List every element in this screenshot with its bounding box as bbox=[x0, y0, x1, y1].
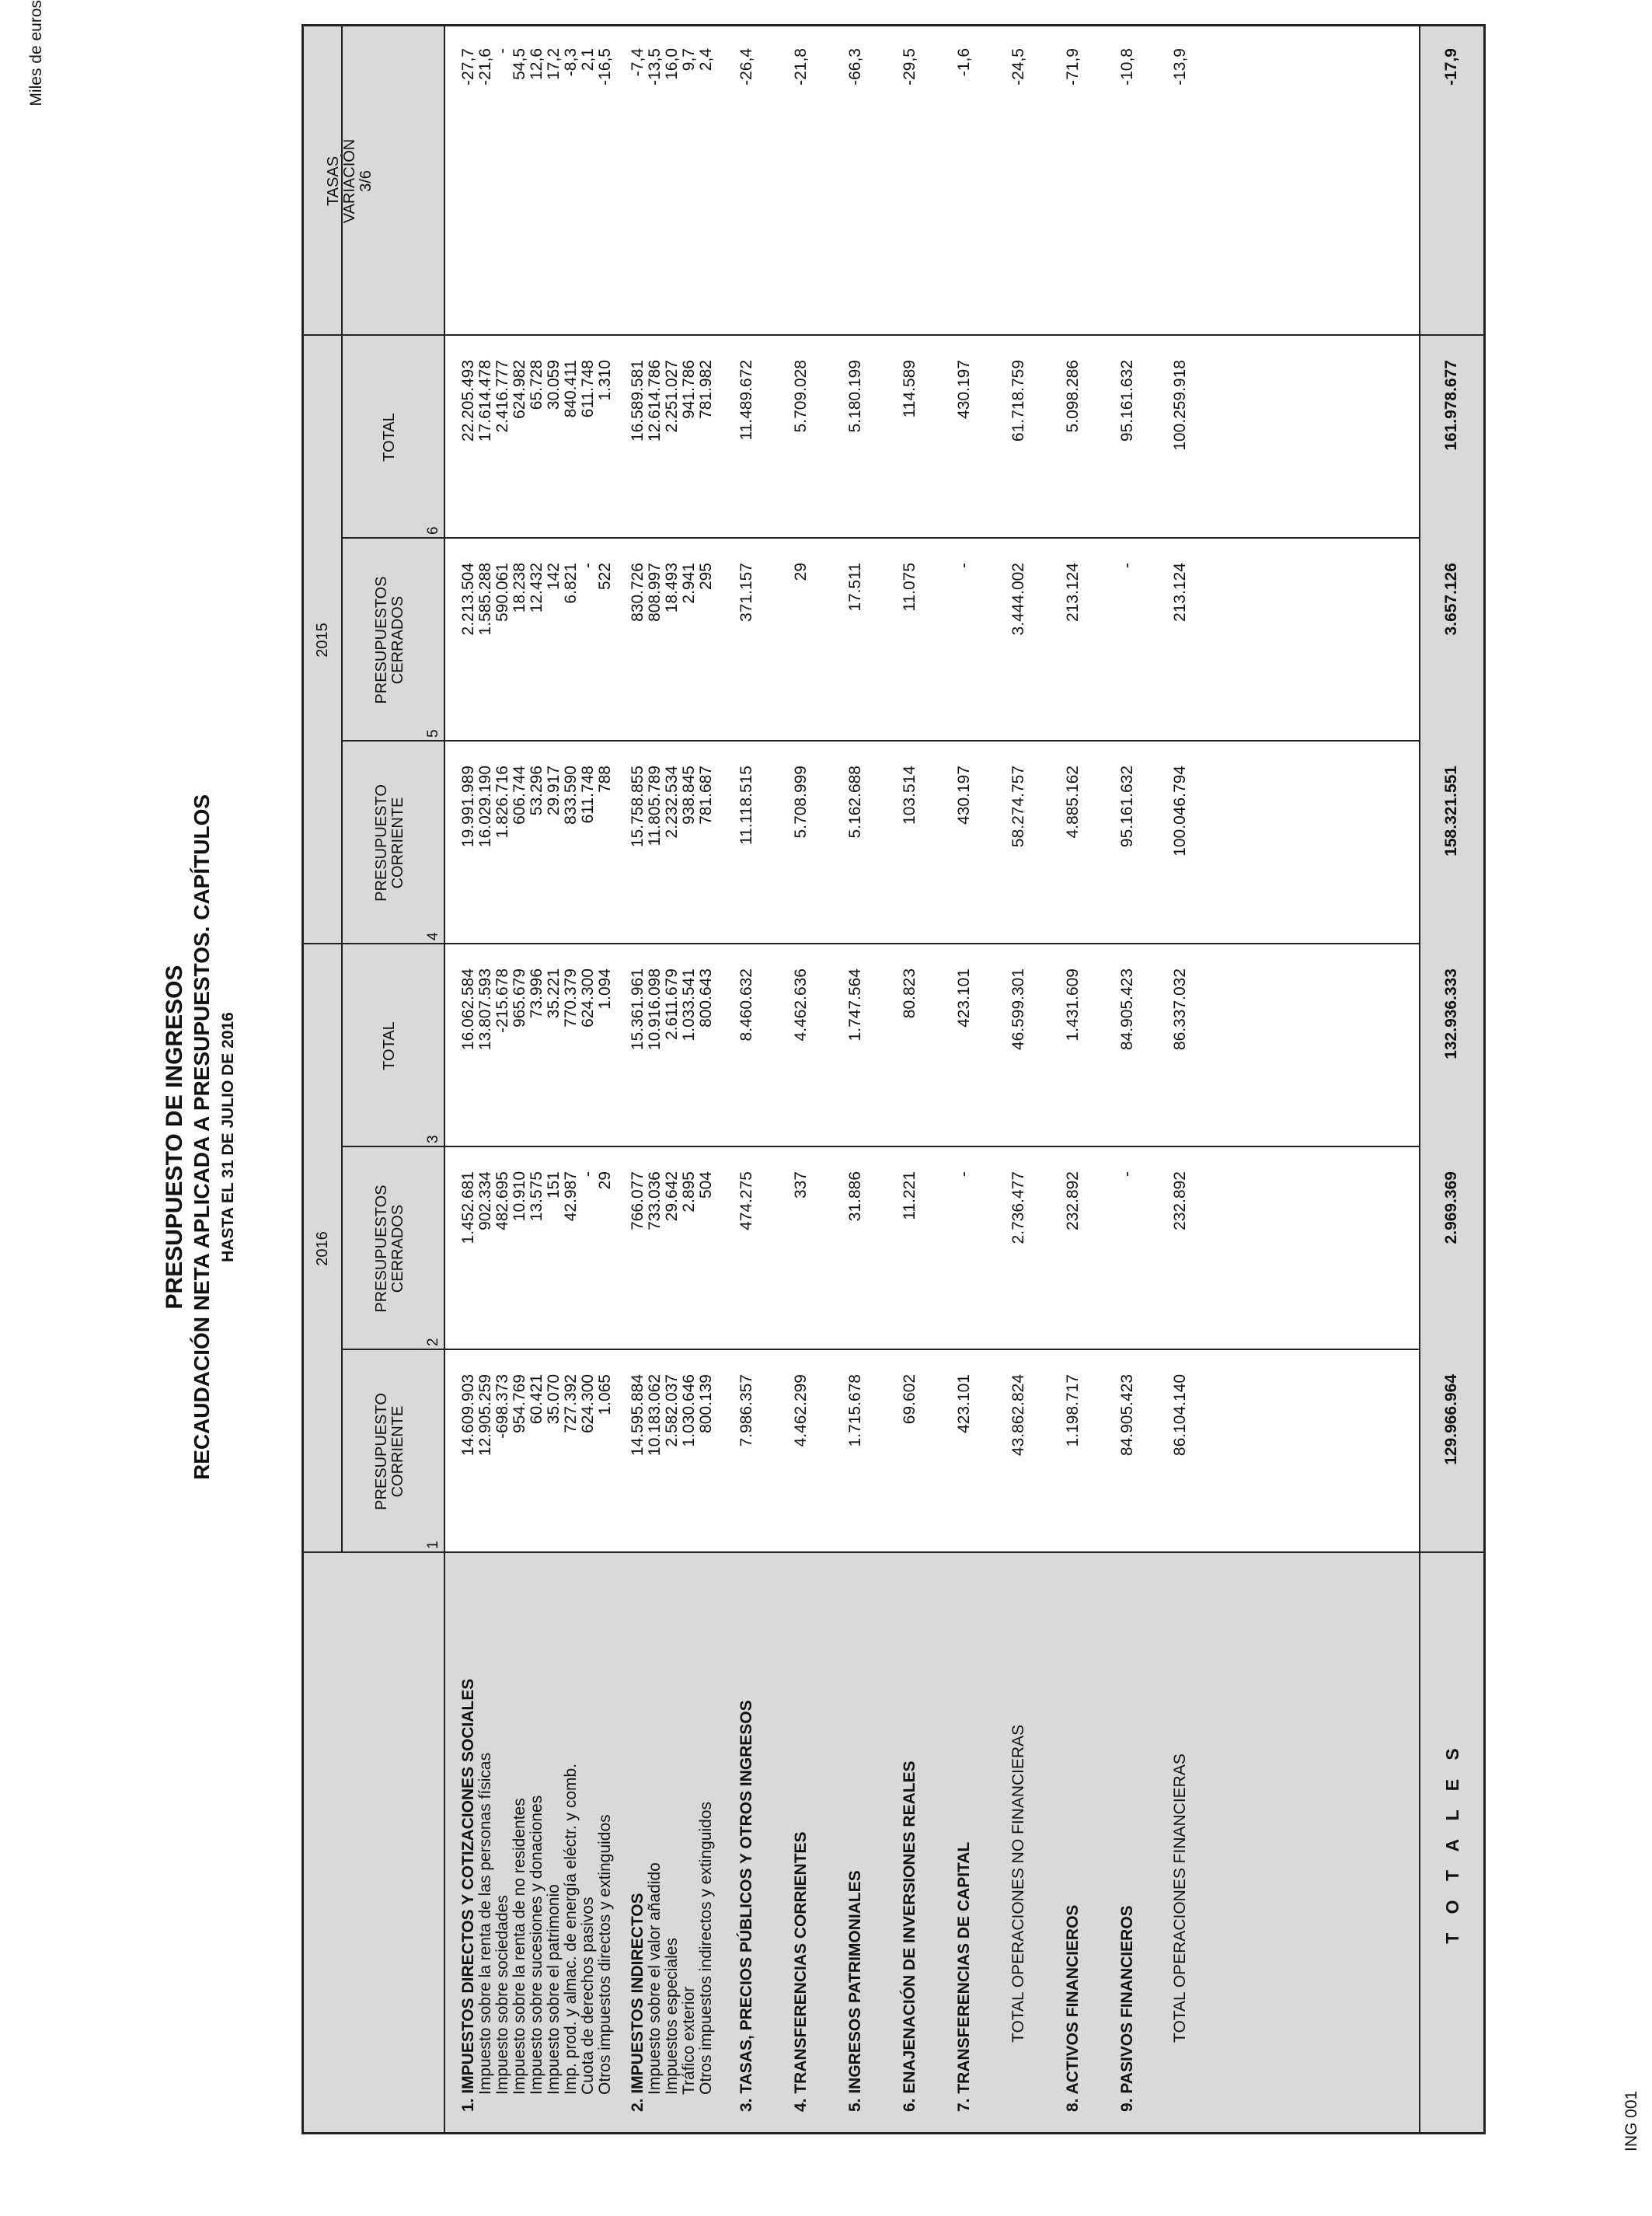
row-value-col2: 11.221 bbox=[901, 1171, 918, 1220]
row-value-col4: 1.826.716 bbox=[493, 766, 511, 839]
row-value-col4: 938.845 bbox=[680, 766, 698, 825]
row-value-col1: 1.715.678 bbox=[846, 1374, 864, 1447]
row-value-col1: 86.104.140 bbox=[1171, 1374, 1189, 1457]
row-value-col3: 1.033.541 bbox=[680, 968, 698, 1042]
row-label: Impuesto sobre sucesiones y donaciones bbox=[528, 1795, 545, 2095]
row-value-col1: 14.609.903 bbox=[459, 1374, 477, 1457]
row-value-col3: 1.431.609 bbox=[1064, 968, 1082, 1042]
row-value-col2: 474.275 bbox=[737, 1171, 755, 1230]
row-value-col3: 86.337.032 bbox=[1171, 968, 1189, 1051]
row-value-col4: 95.161.632 bbox=[1118, 766, 1136, 848]
row-value-col7: -13,9 bbox=[1171, 48, 1189, 85]
row-value-col5: 590.061 bbox=[493, 563, 511, 622]
row-value-col1: 69.602 bbox=[901, 1374, 918, 1425]
row-value-col5: 3.444.002 bbox=[1009, 563, 1027, 636]
row-value-col2: 337 bbox=[792, 1171, 810, 1199]
row-value-col6: 781.982 bbox=[697, 360, 715, 419]
row-value-col3: 965.679 bbox=[511, 968, 528, 1028]
row-value-col5: 142 bbox=[545, 563, 563, 591]
row-value-col2: 733.036 bbox=[646, 1171, 664, 1230]
row-value-col6: 65.728 bbox=[528, 360, 545, 410]
row-value-col5: 12.432 bbox=[528, 563, 545, 613]
page-subtitle: RECAUDACIÓN NETA APLICADA A PRESUPUESTOS. CAPÍTULOS bbox=[190, 794, 214, 1481]
row-value-col3: 8.460.632 bbox=[737, 968, 755, 1042]
row-value-col1: 4.462.299 bbox=[792, 1374, 810, 1447]
totals-value-col7: -17,9 bbox=[1442, 48, 1460, 85]
row-value-col3: 15.361.961 bbox=[629, 968, 647, 1051]
row-value-col6: 5.180.199 bbox=[846, 360, 864, 433]
row-value-col2: 232.892 bbox=[1064, 1171, 1082, 1230]
col4-header: PRESUPUESTO CORRIENTE bbox=[373, 784, 406, 902]
totals-value-col6: 161.978.677 bbox=[1442, 360, 1460, 451]
row-label: 8. ACTIVOS FINANCIEROS bbox=[1064, 1904, 1082, 2112]
row-value-col4: 781.687 bbox=[697, 766, 715, 825]
row-value-col2: 1.452.681 bbox=[459, 1171, 477, 1244]
row-label: Impuesto sobre la renta de no residentes bbox=[511, 1798, 528, 2095]
row-value-col4: 100.046.794 bbox=[1171, 766, 1189, 857]
row-value-col6: 2.416.777 bbox=[493, 360, 511, 433]
totals-label: T O T A L E S bbox=[1442, 1741, 1462, 1944]
year-2016-header: 2016 bbox=[314, 1231, 331, 1266]
totals-value-col5: 3.657.126 bbox=[1442, 563, 1460, 636]
row-value-col6: 5.098.286 bbox=[1064, 360, 1082, 433]
row-value-col1: 10.183.062 bbox=[646, 1374, 664, 1457]
row-value-col7: -13,5 bbox=[646, 48, 664, 85]
row-label: 3. TASAS, PRECIOS PÚBLICOS Y OTROS INGRESOS bbox=[737, 1700, 755, 2112]
row-label: 1. IMPUESTOS DIRECTOS Y COTIZACIONES SOCIALES bbox=[459, 1678, 477, 2112]
row-value-col3: 423.101 bbox=[955, 968, 973, 1028]
row-label: 5. INGRESOS PATRIMONIALES bbox=[846, 1870, 864, 2112]
row-value-col4: 5.162.688 bbox=[846, 766, 864, 839]
row-value-col2: 29.642 bbox=[663, 1171, 681, 1222]
row-value-col1: 14.595.884 bbox=[629, 1374, 647, 1457]
row-value-col1: 800.139 bbox=[697, 1374, 715, 1433]
row-value-col1: 60.421 bbox=[528, 1374, 545, 1425]
row-value-col1: 84.905.423 bbox=[1118, 1374, 1136, 1457]
totals-value-col2: 2.969.369 bbox=[1442, 1171, 1460, 1244]
row-value-col4: 16.029.190 bbox=[476, 766, 494, 848]
row-label: Impuesto sobre el patrimonio bbox=[545, 1884, 563, 2095]
row-value-col6: 11.489.672 bbox=[737, 360, 755, 441]
row-value-col6: 30.059 bbox=[545, 360, 563, 410]
row-value-col6: 100.259.918 bbox=[1171, 360, 1189, 451]
row-value-col5: 213.124 bbox=[1064, 563, 1082, 622]
row-value-col1: 7.986.357 bbox=[737, 1374, 755, 1447]
totals-value-col1: 129.966.964 bbox=[1442, 1374, 1460, 1465]
row-value-col4: 611.748 bbox=[579, 766, 597, 824]
row-value-col4: 11.805.789 bbox=[646, 766, 664, 846]
row-label: 2. IMPUESTOS INDIRECTOS bbox=[629, 1893, 647, 2112]
row-value-col7: 54,5 bbox=[511, 48, 528, 80]
row-value-col6: 941.786 bbox=[680, 360, 698, 419]
row-value-col4: 58.274.757 bbox=[1009, 766, 1027, 848]
row-value-col5: 17.511 bbox=[846, 563, 864, 612]
row-value-col4: 4.885.162 bbox=[1064, 766, 1082, 839]
row-value-col1: 423.101 bbox=[955, 1374, 973, 1433]
row-value-col2: 766.077 bbox=[629, 1171, 647, 1230]
row-label: Impuestos especiales bbox=[663, 1938, 681, 2095]
totals-value-col4: 158.321.551 bbox=[1442, 766, 1460, 857]
row-value-col6: 1.310 bbox=[596, 360, 614, 401]
row-value-col7: 17,2 bbox=[545, 48, 563, 80]
col-number-1: 1 bbox=[425, 1541, 441, 1549]
row-label: Impuesto sobre el valor añadido bbox=[646, 1862, 664, 2095]
year-2015-header: 2015 bbox=[314, 623, 331, 658]
row-value-col5: 18.493 bbox=[663, 563, 681, 613]
row-value-col7: 2,4 bbox=[697, 48, 715, 72]
row-label: Impuesto sobre la renta de las personas físicas bbox=[476, 1752, 494, 2095]
row-value-col5: 213.124 bbox=[1171, 563, 1189, 622]
row-value-col3: 84.905.423 bbox=[1118, 968, 1136, 1051]
document-code: ING 001 bbox=[1622, 2090, 1640, 2151]
row-value-col7: -27,7 bbox=[459, 48, 477, 85]
row-value-col2: 13.575 bbox=[528, 1171, 545, 1222]
row-value-col6: 611.748 bbox=[579, 360, 597, 418]
units-label: Miles de euros bbox=[27, 0, 45, 106]
col-number-4: 4 bbox=[425, 932, 441, 940]
row-label: Cuota de derechos pasivos bbox=[579, 1897, 597, 2095]
col-number-6: 6 bbox=[425, 526, 441, 535]
row-value-col6: 430.197 bbox=[955, 360, 973, 419]
row-value-col5: - bbox=[579, 563, 597, 568]
row-label: Otros impuestos indirectos y extinguidos bbox=[697, 1801, 715, 2095]
row-value-col4: 606.744 bbox=[511, 766, 528, 825]
row-value-col2: 2.736.477 bbox=[1009, 1171, 1027, 1244]
row-value-col3: 2.611.679 bbox=[663, 968, 681, 1040]
row-value-col7: -26,4 bbox=[737, 48, 755, 85]
row-value-col2: - bbox=[1118, 1171, 1136, 1177]
col-number-3: 3 bbox=[425, 1135, 441, 1143]
row-value-col1: 954.769 bbox=[511, 1374, 528, 1433]
row-value-col7: -71,9 bbox=[1064, 48, 1082, 85]
col-number-5: 5 bbox=[425, 729, 441, 738]
row-label: Tráfico exterior bbox=[680, 1986, 698, 2095]
row-value-col4: 430.197 bbox=[955, 766, 973, 825]
col6-header: TOTAL bbox=[381, 413, 398, 462]
row-value-col3: 73.996 bbox=[528, 968, 545, 1019]
row-value-col6: 840.411 bbox=[562, 360, 580, 418]
row-value-col1: 12.905.259 bbox=[476, 1374, 494, 1457]
col2-header: PRESUPUESTOS CERRADOS bbox=[373, 1185, 406, 1313]
row-value-col6: 624.982 bbox=[511, 360, 528, 419]
row-value-col5: 11.075 bbox=[901, 563, 918, 612]
date-line: HASTA EL 31 DE JULIO DE 2016 bbox=[219, 1012, 237, 1262]
row-value-col5: 522 bbox=[596, 563, 614, 591]
row-value-col3: -215.678 bbox=[493, 968, 511, 1033]
row-label: 4. TRANSFERENCIAS CORRIENTES bbox=[792, 1831, 810, 2112]
row-value-col5: 830.726 bbox=[629, 563, 647, 622]
row-value-col2: - bbox=[579, 1171, 597, 1177]
row-label: 7. TRANSFERENCIAS DE CAPITAL bbox=[955, 1841, 973, 2112]
row-value-col2: 2.895 bbox=[680, 1171, 698, 1213]
row-value-col6: 95.161.632 bbox=[1118, 360, 1136, 442]
row-value-col3: 770.379 bbox=[562, 968, 580, 1028]
row-value-col1: 1.030.646 bbox=[680, 1374, 698, 1447]
row-value-col7: -10,8 bbox=[1118, 48, 1136, 85]
row-value-col1: 1.065 bbox=[596, 1374, 614, 1415]
row-value-col4: 11.118.515 bbox=[737, 766, 755, 845]
row-value-col3: 4.462.636 bbox=[792, 968, 810, 1042]
totals-value-col3: 132.936.333 bbox=[1442, 968, 1460, 1059]
row-value-col3: 800.643 bbox=[697, 968, 715, 1028]
row-value-col6: 5.709.028 bbox=[792, 360, 810, 433]
row-value-col3: 1.747.564 bbox=[846, 968, 864, 1042]
row-value-col5: 2.941 bbox=[680, 563, 698, 604]
row-value-col1: 727.392 bbox=[562, 1374, 580, 1433]
row-value-col4: 5.708.999 bbox=[792, 766, 810, 839]
col7-header: TASAS VARIACIÓN 3/6 bbox=[325, 138, 375, 224]
col1-header: PRESUPUESTO CORRIENTE bbox=[373, 1393, 406, 1510]
row-value-col7: -66,3 bbox=[846, 48, 864, 85]
row-value-col6: 22.205.493 bbox=[459, 360, 477, 442]
row-value-col7: -24,5 bbox=[1009, 48, 1027, 85]
row-value-col5: - bbox=[955, 563, 973, 568]
row-value-col5: 6.821 bbox=[562, 563, 580, 604]
col5-header: PRESUPUESTOS CERRADOS bbox=[373, 576, 406, 704]
row-value-col5: - bbox=[1118, 563, 1136, 568]
row-value-col4: 2.232.534 bbox=[663, 766, 681, 839]
row-value-col2: - bbox=[955, 1171, 973, 1177]
revenue-table bbox=[301, 24, 1486, 2134]
row-value-col4: 29.917 bbox=[545, 766, 563, 816]
row-value-col4: 19.991.989 bbox=[459, 766, 477, 848]
row-label: Otros impuestos directos y extinguidos bbox=[596, 1814, 614, 2095]
row-value-col5: 2.213.504 bbox=[459, 563, 477, 636]
row-value-col5: 371.157 bbox=[737, 563, 755, 622]
row-value-col6: 61.718.759 bbox=[1009, 360, 1027, 442]
row-value-col4: 788 bbox=[596, 766, 614, 794]
row-value-col3: 13.807.593 bbox=[476, 968, 494, 1051]
row-value-col2: 482.695 bbox=[493, 1171, 511, 1230]
row-value-col7: -21,6 bbox=[476, 48, 494, 85]
row-value-col3: 10.916.098 bbox=[646, 968, 664, 1051]
row-value-col4: 53.296 bbox=[528, 766, 545, 816]
row-value-col6: 17.614.478 bbox=[476, 360, 494, 442]
row-value-col5: 18.238 bbox=[511, 563, 528, 613]
row-value-col3: 80.823 bbox=[901, 968, 918, 1019]
row-value-col3: 16.062.584 bbox=[459, 968, 477, 1051]
row-label: 6. ENAJENACIÓN DE INVERSIONES REALES bbox=[901, 1761, 918, 2112]
row-value-col1: 35.070 bbox=[545, 1374, 563, 1425]
row-label: Imp. prod. y almac. de energía eléctr. y comb. bbox=[562, 1763, 580, 2095]
col3-header: TOTAL bbox=[381, 1021, 398, 1070]
row-value-col7: - bbox=[493, 48, 511, 54]
row-value-col6: 114.589 bbox=[901, 360, 918, 418]
row-value-col4: 833.590 bbox=[562, 766, 580, 825]
row-value-col1: -698.373 bbox=[493, 1374, 511, 1439]
row-value-col1: 43.862.824 bbox=[1009, 1374, 1027, 1457]
row-value-col2: 151 bbox=[545, 1171, 563, 1199]
row-value-col1: 1.198.717 bbox=[1064, 1374, 1082, 1447]
row-value-col7: -1,6 bbox=[955, 48, 973, 77]
row-value-col2: 902.334 bbox=[476, 1171, 494, 1230]
page-title: PRESUPUESTO DE INGRESOS bbox=[162, 965, 187, 1310]
row-value-col2: 504 bbox=[697, 1171, 715, 1199]
row-value-col2: 29 bbox=[596, 1171, 614, 1190]
row-value-col2: 232.892 bbox=[1171, 1171, 1189, 1230]
row-label: Impuesto sobre sociedades bbox=[493, 1895, 511, 2095]
row-value-col7: 9,7 bbox=[680, 48, 698, 72]
row-value-col5: 29 bbox=[792, 563, 810, 581]
row-value-col2: 31.886 bbox=[846, 1171, 864, 1222]
row-value-col7: -21,8 bbox=[792, 48, 810, 85]
row-value-col7: -29,5 bbox=[901, 48, 918, 85]
row-value-col2: 42.987 bbox=[562, 1171, 580, 1222]
row-value-col1: 2.582.037 bbox=[663, 1374, 681, 1447]
row-value-col7: 2,1 bbox=[579, 48, 597, 72]
row-label: TOTAL OPERACIONES NO FINANCIERAS bbox=[1009, 1724, 1027, 2043]
row-label: 9. PASIVOS FINANCIEROS bbox=[1118, 1905, 1136, 2112]
row-value-col3: 46.599.301 bbox=[1009, 968, 1027, 1051]
row-value-col5: 1.585.288 bbox=[476, 563, 494, 636]
row-label: TOTAL OPERACIONES FINANCIERAS bbox=[1171, 1754, 1189, 2043]
row-value-col6: 2.251.027 bbox=[663, 360, 681, 433]
row-value-col3: 624.300 bbox=[579, 968, 597, 1028]
row-value-col5: 808.997 bbox=[646, 563, 664, 622]
row-value-col7: -16,5 bbox=[596, 48, 614, 85]
row-value-col3: 35.221 bbox=[545, 968, 563, 1019]
row-value-col7: -8,3 bbox=[562, 48, 580, 77]
row-value-col7: 12,6 bbox=[528, 48, 545, 80]
row-value-col3: 1.094 bbox=[596, 968, 614, 1010]
row-value-col6: 16.589.581 bbox=[629, 360, 647, 442]
row-value-col2: 10.910 bbox=[511, 1171, 528, 1222]
row-value-col7: -7,4 bbox=[629, 48, 647, 77]
row-value-col1: 624.300 bbox=[579, 1374, 597, 1433]
row-value-col4: 15.758.855 bbox=[629, 766, 647, 848]
row-value-col4: 103.514 bbox=[901, 766, 918, 825]
row-value-col6: 12.614.786 bbox=[646, 360, 664, 442]
col-number-2: 2 bbox=[425, 1338, 441, 1346]
row-value-col7: 16,0 bbox=[663, 48, 681, 80]
row-value-col5: 295 bbox=[697, 563, 715, 591]
